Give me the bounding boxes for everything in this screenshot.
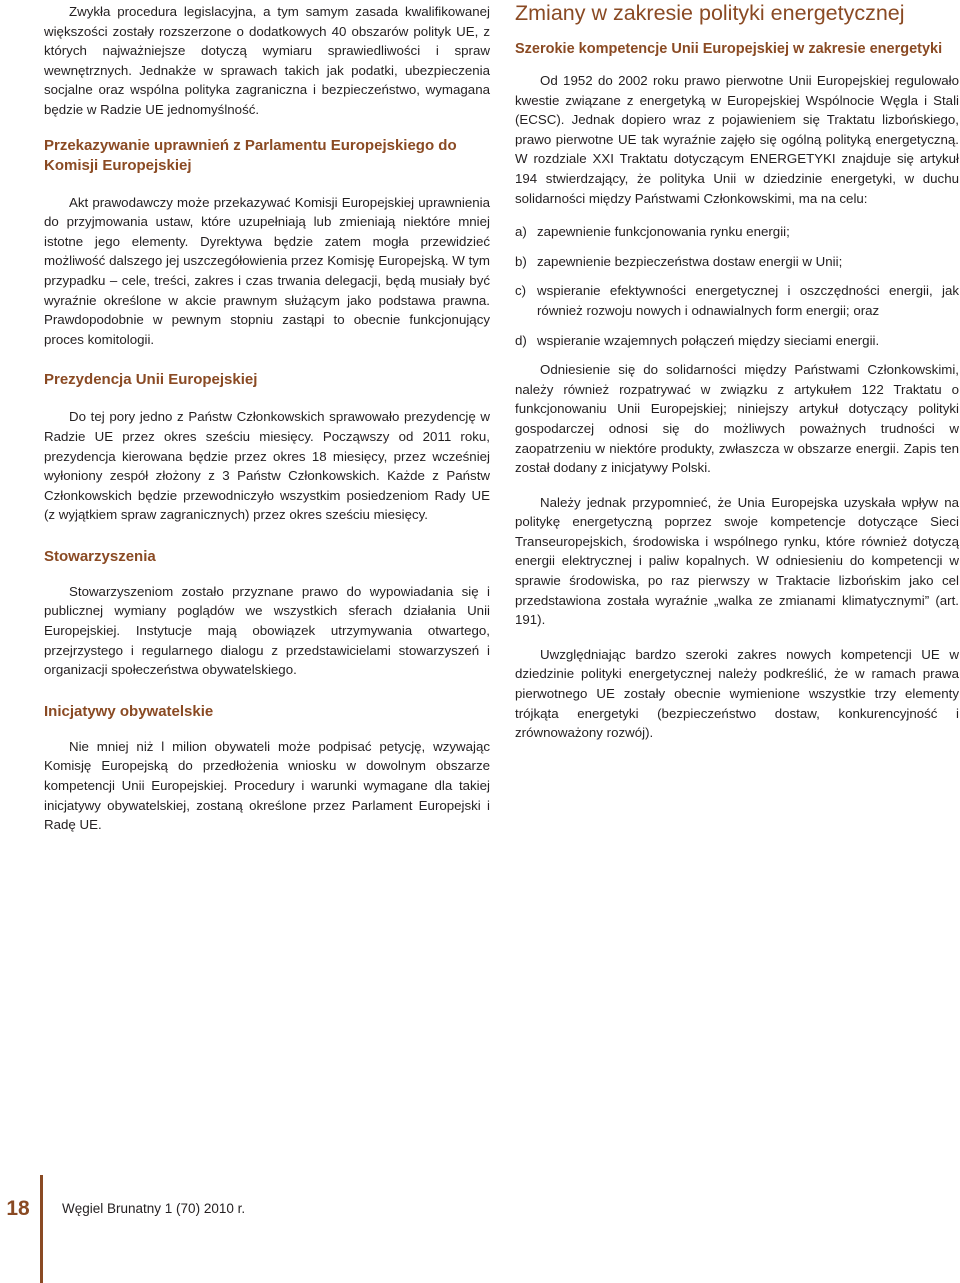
article-subtitle: Szerokie kompetencje Unii Europejskiej w zakresie energetyki [515, 41, 943, 57]
footer-divider [40, 1175, 43, 1283]
article-title: Zmiany w zakresie polityki energetycznej [515, 1, 905, 25]
intro-paragraph: Zwykła procedura legislacyjna, a tym samym zasada kwalifikowanej większości zostały rozszerzone o dodatkowych 40 obszarów polityk UE, z których najważniejsze dotyczą wymiaru sprawiedliwości i spraw wewnętrznych. Jednakże w sprawach takich jak podatki, ubezpieczenia socjalne oraz wspólna polityka zagraniczna i bezpieczeństwo, wymagana będzie w Radzie UE jednomyślność. [44, 4, 490, 117]
section-heading-delegation: Przekazywanie uprawnień z Parlamentu Europejskiego do Komisji Europejskiej [44, 136, 457, 174]
section-text-presidency: Do tej pory jedno z Państw Członkowskich sprawowało prezydencję w Radzie UE przez okres sześciu miesięcy. Począwszy od 2011 roku, prezydencja kierowana będzie przez okres 18 miesięcy, przez wcześniej wyłoniony zespół złożony z 3 Państw Członkowskich. Każde z Państw Członkowskich będzie przewodniczyło wszystkim posiedzeniom Rady UE (z wyjątkiem spraw zagranicznych) przez okres sześciu miesięcy. [44, 409, 490, 523]
list-item: a) zapewnienie funkcjonowania rynku energii; [515, 224, 790, 240]
section-heading-presidency: Prezydencja Unii Europejskiej [44, 371, 258, 389]
energy-paragraph-1: Od 1952 do 2002 roku prawo pierwotne Unii Europejskiej regulowało kwestie związane z energetyką w Europejskiej Wspólnocie Węgla i Stali (ECSC). Jednak dopiero wraz z pojawieniem się Traktatu lizbońskiego, prawo pierwotne UE tak wyraźnie zajęło się ogólną polityką energetyczną. W rozdziale XXI Traktatu dotyczącym ENERGETYKI znajduje się artykuł 194 stwierdzający, że polityka Unii w dziedzinie energetyki, w duchu solidarności między Państwami Członkowskimi, ma na celu: [515, 73, 959, 206]
list-item: c) wspieranie efektywności energetycznej i oszczędności energii, jak również rozwoju nowych i odnawialnych form energii; oraz [515, 283, 959, 318]
section-text-associations: Stowarzyszeniom zostało przyznane prawo do wypowiadania się i publicznej wymiany poglądów we wszystkich sferach działania Unii Europejskiej. Instytucje mają obowiązek utrzymywania otwartego, przejrzystego i regularnego dialogu z przedstawicielami stowarzyszeń i organizacji społeczeństwa obywatelskiego. [44, 583, 490, 678]
page-number: 18 [6, 1197, 30, 1220]
left-column [44, 0, 490, 835]
section-text-citizens-initiative: Nie mniej niż l milion obywateli może podpisać petycję, wzywając Komisję Europejską do przedłożenia wniosku w dowolnym obszarze kompetencji Unii Europejskiej. Procedury i warunki wymagane dla takiej inicjatywy obywatelskiej, zostaną określone przez Parlament Europejski i Radę UE. [44, 738, 490, 833]
list-item: d) wspieranie wzajemnych połączeń między sieciami energii. [515, 332, 880, 348]
right-column [515, 0, 959, 743]
section-heading-citizens-initiative: Inicjatywy obywatelskie [44, 702, 214, 720]
list-item: b) zapewnienie bezpieczeństwa dostaw energii w Unii; [515, 253, 843, 269]
section-text-delegation: Akt prawodawczy może przekazywać Komisji Europejskiej uprawnienia do przyjmowania ustaw, które uzupełniają lub zmieniają niektóre mniej istotne jego elementy. Dyrektywa będzie zatem mogła przewidzieć możliwość dalszego jej uszczegółowienia przez Komisję Europejską. W tym przypadku – cele, treści, zakres i czas trwania delegacji, będą musiały być wyraźnie określone w akcie prawnym służącym jako podstawa prawna. Prawdopodobnie w pewnym stopniu zastąpi to obecnie funkcjonujący proces komitologii. [44, 194, 490, 347]
energy-paragraph-4: Uwzględniając bardzo szeroki zakres nowych kompetencji UE w dziedzinie polityki energetycznej należy podkreślić, że w ramach prawa pierwotnego UE zostały obecnie wymienione wszystkie trzy elementy trójkąta energetyki (bezpieczeństwo dostaw, konkurencyjność i zrównoważony rozwój). [515, 646, 959, 741]
energy-paragraph-3: Należy jednak przypomnieć, że Unia Europejska uzyskała wpływ na politykę energetyczną poprzez swoje kompetencje dotyczące Sieci Transeuropejskich, środowiska i wspólnego rynku, które również dotyczą energii elektrycznej i paliw kopalnych. W odniesieniu do kompetencji w sprawie środowiska, po raz pierwszy w Traktacie lizbońskim jako cel przedstawiona została wyraźnie „walka ze zmianami klimatycznymi” (art. 191). [515, 494, 959, 628]
journal-name: Węgiel Brunatny 1 (70) 2010 r. [62, 1201, 246, 1216]
energy-paragraph-2: Odniesienie się do solidarności między Państwami Członkowskimi, należy również rozpatrywać w związku z artykułem 122 Traktatu o funkcjonowaniu Unii Europejskiej; niniejszy artykuł dotyczący polityki gospodarczej odnosi się do możliwych poważnych trudności w zaopatrzeniu w niektóre produkty, zwłaszcza w obszarze energii. Zapis ten został dodany z inicjatywy Polski. [515, 362, 959, 476]
section-heading-associations: Stowarzyszenia [44, 547, 156, 565]
energy-goals-list [515, 222, 959, 350]
